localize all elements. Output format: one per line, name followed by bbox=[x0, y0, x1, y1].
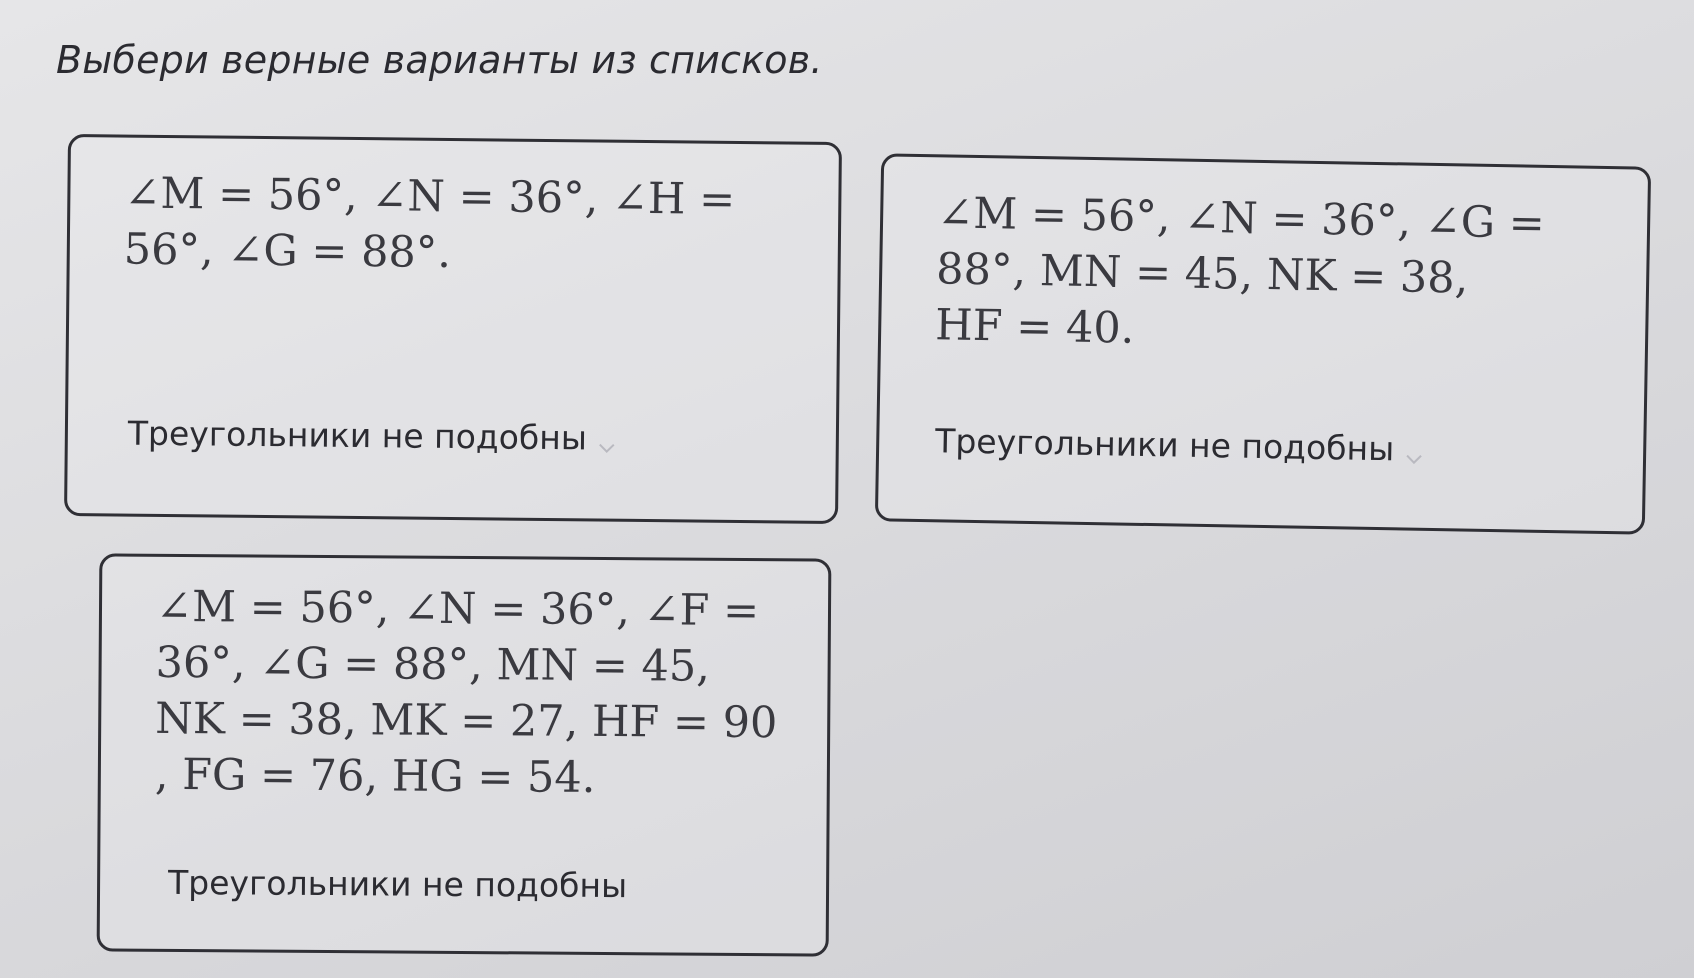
condition-text bbox=[155, 579, 779, 807]
condition-text bbox=[124, 166, 736, 284]
condition-line: HF = 40. bbox=[934, 300, 1135, 354]
similarity-dropdown-3[interactable] bbox=[168, 863, 627, 905]
similarity-dropdown-1[interactable] bbox=[128, 414, 617, 458]
dropdown-selected-value: Треугольники не подобны bbox=[934, 421, 1395, 469]
dropdown-selected-value: Треугольники не подобны bbox=[127, 413, 588, 458]
chevron-down-icon[interactable] bbox=[1404, 437, 1424, 457]
condition-line: 56°, ∠G = 88°. bbox=[123, 224, 452, 278]
condition-line: ∠M = 56°, ∠N = 36°, ∠G = bbox=[936, 188, 1546, 249]
dropdown-selected-value: Треугольники не подобны bbox=[167, 862, 628, 906]
task-card-1 bbox=[64, 134, 842, 524]
chevron-down-icon[interactable] bbox=[597, 426, 617, 446]
task-card-2 bbox=[875, 153, 1651, 534]
task-instruction: Выбери верные варианты из списков. bbox=[56, 38, 823, 82]
task-card-3 bbox=[97, 553, 832, 956]
condition-line: NK = 38, MK = 27, HF = 90 bbox=[155, 693, 778, 749]
similarity-dropdown-2[interactable] bbox=[935, 421, 1425, 469]
condition-line: ∠M = 56°, ∠N = 36°, ∠H = bbox=[124, 168, 736, 225]
condition-line: 88°, MN = 45, NK = 38, bbox=[935, 244, 1469, 304]
condition-text bbox=[935, 185, 1545, 364]
condition-line: ∠M = 56°, ∠N = 36°, ∠F = bbox=[155, 581, 760, 637]
condition-line: , FG = 76, HG = 54. bbox=[154, 749, 596, 803]
condition-line: 36°, ∠G = 88°, MN = 45, bbox=[155, 637, 711, 692]
